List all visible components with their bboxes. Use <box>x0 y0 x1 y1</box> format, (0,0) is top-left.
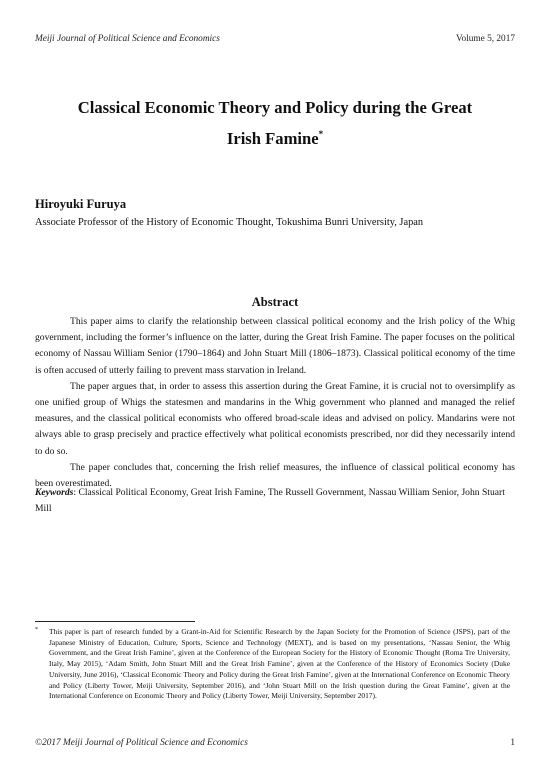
running-header <box>35 34 515 48</box>
title-line-2: Irish Famine <box>226 129 319 148</box>
abstract-body <box>35 314 515 492</box>
page-number: 1 <box>510 738 515 748</box>
running-footer <box>35 738 515 752</box>
volume-label: Volume 5, 2017 <box>456 34 515 44</box>
author-affiliation: Associate Professor of the History of Economic Thought, Tokushima Bunri University, Japan <box>35 217 424 228</box>
abstract-paragraph: This paper aims to clarify the relationship between classical political economy and the Irish policy of the Whig government, including the former’s influence on the latter, during the Great Irish Famine. The paper focuses on the political economy of Nassau William Senior (1790–1864) and John Stuart Mill (1806–1873). Classical political economy of the time is often accused of utterly failing to prevent mass starvation in Ireland. <box>35 316 515 376</box>
abstract-paragraph: The paper argues that, in order to assess this assertion during the Great Famine, it is crucial not to oversimplify as one unified group of Whigs the statesmen and mandarins in the Whig government who planned and managed the relief measures, and the classical political economists who offered broad-scale ideas and advised on policy. Mandarins were not always able to grasp precisely and practice effectively what political economists prescribed, nor did they necessarily intend to do so. <box>35 380 515 457</box>
title-footnote-marker[interactable]: * <box>318 129 324 139</box>
paper-title <box>50 94 500 152</box>
keywords-text: : Classical Political Economy, Great Irish Famine, The Russell Government, Nassau William Senior, John Stuart Mill <box>35 487 505 515</box>
journal-name: Meiji Journal of Political Science and Economics <box>35 34 220 44</box>
author-name: Hiroyuki Furuya <box>35 197 127 211</box>
footnote-divider <box>35 621 195 622</box>
footnote <box>35 627 510 702</box>
abstract-paragraph: The paper concludes that, concerning the Irish relief measures, the influence of classical political economy has been overestimated. <box>35 461 515 490</box>
abstract-heading: Abstract <box>251 295 299 309</box>
keywords-section <box>35 485 515 517</box>
keywords-label: Keywords <box>35 487 74 498</box>
footnote-text: This paper is part of research funded by a Grant-in-Aid for Scientific Research by the Japan Society for the Promotion of Science (JSPS), part of the Japanese Ministry of Education, Culture, Sports, Science and Technology (MEXT), and is based on my presentations, ‘Nassau Senior, the Whig Government, and the Great Irish Famine’, given at the Conference of the European Society for the History of Economic Thought (Roma Tre University, Italy, May 2015), ‘Adam Smith, John Stuart Mill and the Great Irish Famine’, given at the Conference of the History of Economics Society (Duke University, June 2016), ‘Classical Economic Theory and Policy during the Great Irish Famine’, given at the International Conference on Economic Theory and Policy (Liberty Tower, Meiji University, September 2016), and ‘John Stuart Mill on the Irish question during the Great Famine’, given at the International Conference on Economic Theory and Policy (Liberty Tower, Meiji University, September 2017). <box>49 627 510 701</box>
title-line-1: Classical Economic Theory and Policy during the Great <box>77 98 473 117</box>
copyright-notice: ©2017 Meiji Journal of Political Science and Economics <box>35 738 248 748</box>
footnote-marker: * <box>35 627 38 633</box>
